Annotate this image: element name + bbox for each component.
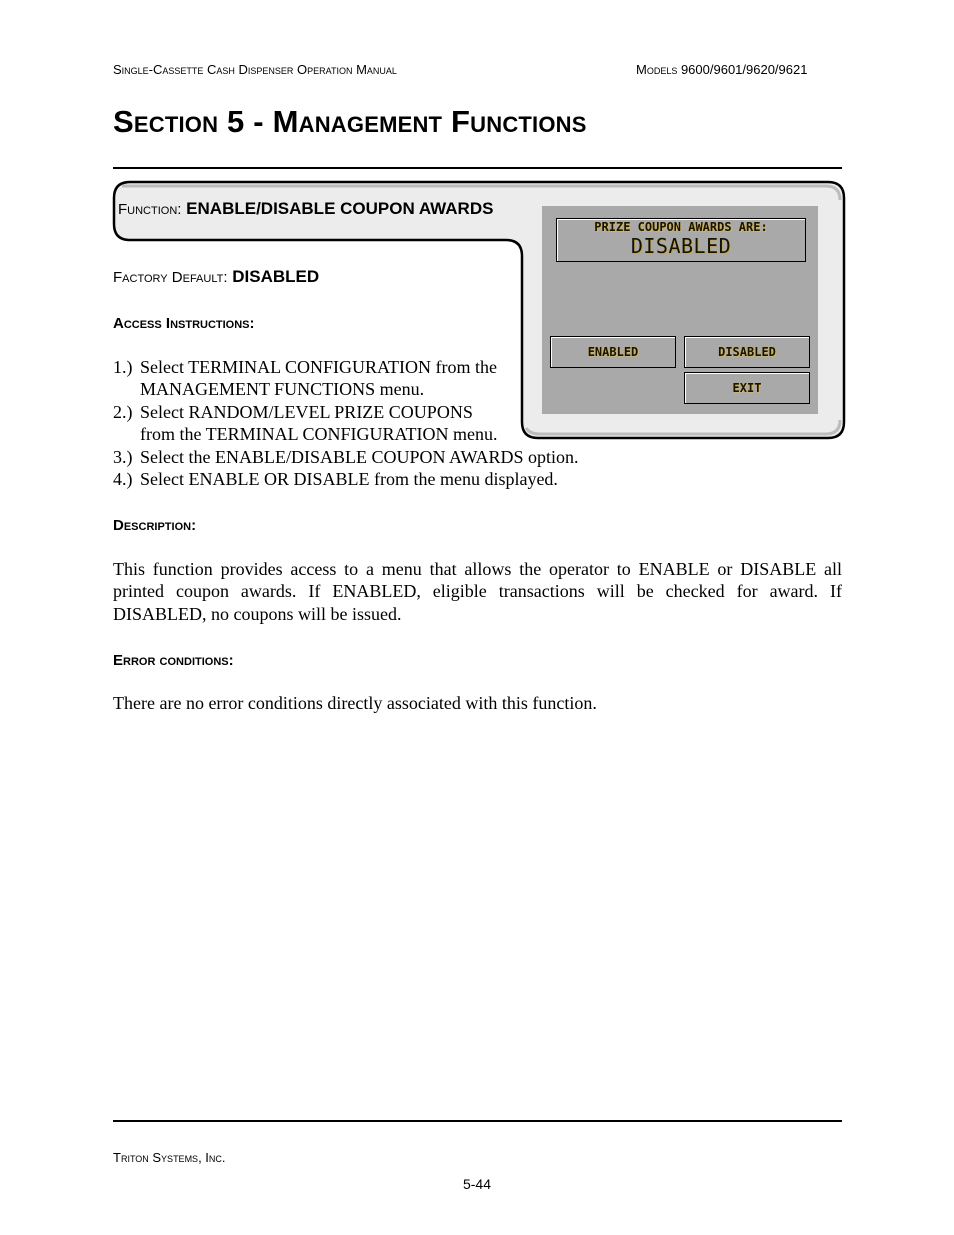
- step-number: 1.): [113, 357, 133, 377]
- step-text: Select ENABLE OR DISABLE from the menu displayed.: [140, 469, 558, 490]
- step-4: [113, 468, 579, 490]
- factory-default-label: Factory Default:: [113, 269, 228, 286]
- error-conditions-label: Error conditions:: [113, 652, 234, 669]
- step-1: [113, 356, 579, 401]
- step-3: [113, 446, 579, 468]
- exit-button[interactable]: EXIT: [684, 372, 810, 404]
- footer-rule: [113, 1120, 842, 1122]
- access-steps-list: [113, 356, 579, 490]
- running-header-right: Models 9600/9601/9620/9621: [636, 62, 808, 77]
- function-label: [118, 199, 493, 219]
- step-text-cont: MANAGEMENT FUNCTIONS menu.: [140, 379, 425, 400]
- section-title: Section 5 - Management Functions: [113, 104, 587, 139]
- step-text-cont: from the TERMINAL CONFIGURATION menu.: [140, 424, 498, 445]
- factory-default: [113, 267, 319, 287]
- function-name: ENABLE/DISABLE COUPON AWARDS: [186, 199, 494, 218]
- description-heading: [113, 515, 196, 535]
- function-label-prefix: Function:: [118, 201, 182, 218]
- page-number: 5-44: [462, 1176, 492, 1192]
- running-header-left: Single-Cassette Cash Dispenser Operation Manual: [113, 62, 397, 77]
- atm-screen: [542, 206, 818, 414]
- step-number: 2.): [113, 401, 133, 422]
- step-number: 4.): [113, 469, 133, 490]
- step-text: Select TERMINAL CONFIGURATION from the: [140, 357, 497, 377]
- factory-default-value: DISABLED: [232, 267, 320, 286]
- description-text: This function provides access to a menu that allows the operator to ENABLE or DISABLE all printed coupon awards. If ENABLED, eligible transactions will be checked for award. If DISABLED, no coupons will be issued.: [113, 559, 842, 624]
- error-conditions-heading: [113, 650, 234, 670]
- screen-status-display: [556, 218, 806, 262]
- footer-company: Triton Systems, Inc.: [113, 1150, 226, 1165]
- step-text: Select RANDOM/LEVEL PRIZE COUPONS: [140, 401, 473, 422]
- error-conditions-text: There are no error conditions directly associated with this function.: [113, 693, 597, 713]
- step-text: Select the ENABLE/DISABLE COUPON AWARDS option.: [140, 446, 579, 467]
- title-rule: [113, 167, 842, 169]
- access-instructions-heading: [113, 313, 255, 333]
- step-number: 3.): [113, 446, 133, 467]
- disabled-button[interactable]: DISABLED: [684, 336, 810, 368]
- enabled-button[interactable]: ENABLED: [550, 336, 676, 368]
- step-2: [113, 401, 579, 446]
- screen-heading: PRIZE COUPON AWARDS ARE:: [594, 220, 768, 234]
- screen-status-value: DISABLED: [630, 234, 732, 258]
- access-instructions-label: Access Instructions:: [113, 315, 255, 332]
- description-label: Description:: [113, 517, 197, 534]
